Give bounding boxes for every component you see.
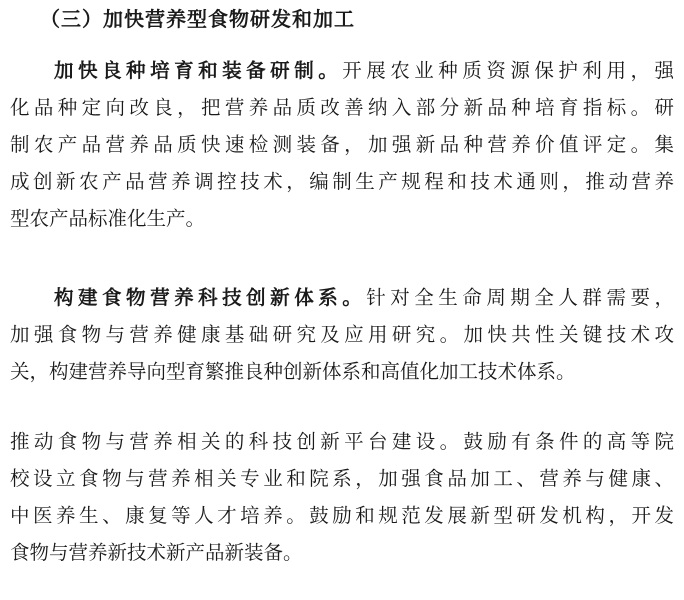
paragraph-text: 开展农业种质资源保护利用，强 — [342, 59, 674, 82]
paragraph-innovation-system — [10, 279, 674, 390]
paragraph-line: 加强食物与营养健康基础研究及应用研究。加快共性关键技术攻 — [10, 323, 674, 346]
paragraph-line: 化品种定向改良，把营养品质改善纳入部分新品种培育指标。研 — [10, 96, 674, 119]
paragraph-line — [10, 279, 674, 316]
paragraph-lead-heading: 构建食物营养科技创新体系。 — [54, 286, 367, 309]
paragraph-platform-construction — [10, 423, 674, 571]
paragraph-line: 中医养生、康复等人才培养。鼓励和规范发展新型研发机构，开发 — [10, 504, 674, 527]
paragraph-line — [10, 52, 674, 89]
paragraph-line: 校设立食物与营养相关专业和院系，加强食品加工、营养与健康、 — [10, 467, 674, 490]
paragraph-line: 食物与营养新技术新产品新装备。 — [10, 541, 303, 564]
paragraph-breeding-equipment — [10, 52, 674, 237]
paragraph-line: 型农产品标准化生产。 — [10, 207, 206, 230]
paragraph-line: 关，构建营养导向型育繁推良种创新体系和高值化加工技术体系。 — [10, 360, 576, 383]
paragraph-lead-heading: 加快良种培育和装备研制。 — [54, 59, 343, 82]
paragraph-text: 针对全生命周期全人群需要， — [366, 286, 674, 309]
paragraph-line: 推动食物与营养相关的科技创新平台建设。鼓励有条件的高等院 — [10, 430, 674, 453]
paragraph-line: 制农产品营养品质快速检测装备，加强新品种营养价值评定。集 — [10, 133, 674, 156]
section-heading: （三）加快营养型食物研发和加工 — [40, 7, 355, 31]
paragraph-line: 成创新农产品营养调控技术，编制生产规程和技术通则，推动营养 — [10, 170, 674, 193]
